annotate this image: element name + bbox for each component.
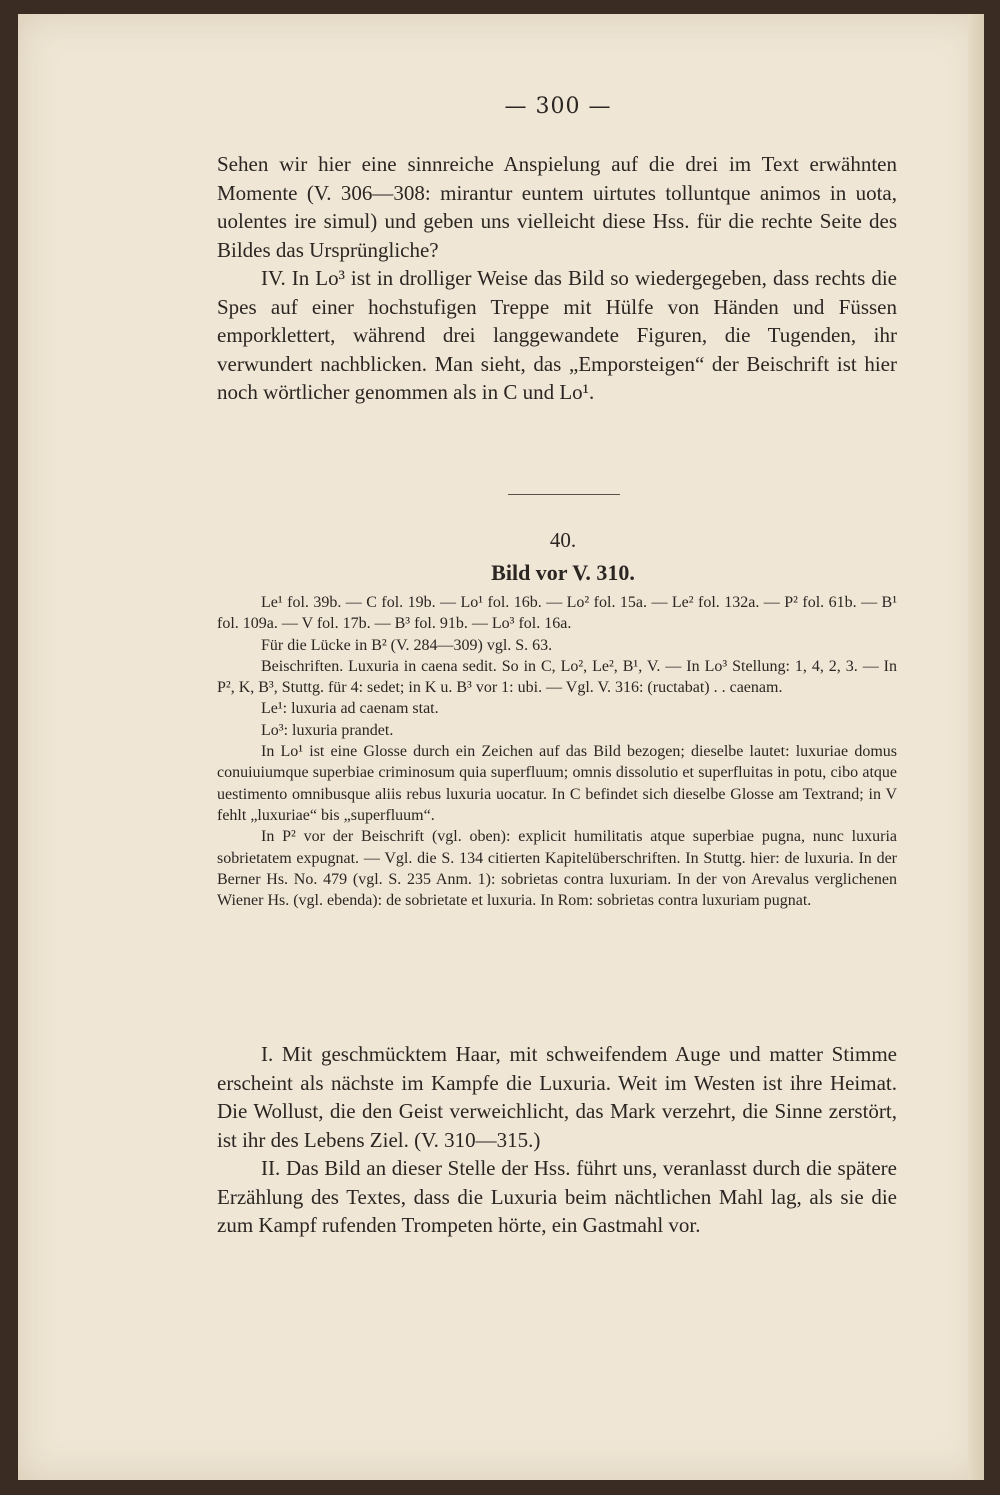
note-beischriften: Beischriften. Luxuria in caena sedit. So in C, Lo², Le², B¹, V. — In Lo³ Stellung: 1, 4, 2, 3. — In P², K, B³, Stuttg. für 4: sedet; in K u. B³ vor 1: ubi. — Vgl. V. 316: (ructabat) . . caenam.	[217, 657, 897, 697]
bottom-text-block	[217, 1040, 897, 1240]
paragraph-ii: II. Das Bild an dieser Stelle der Hss. führt uns, veranlasst durch die spätere Erzählung des Textes, dass die Luxuria beim nächtlichen Mahl lag, als sie die zum Kampf rufenden Trompeten hörte, ein Gastmahl vor.	[217, 1156, 897, 1237]
page-number: — 300 —	[504, 94, 612, 119]
section-number: 40.	[549, 528, 577, 552]
manuscript-list: Le¹ fol. 39b. — C fol. 19b. — Lo¹ fol. 16b. — Lo² fol. 15a. — Le² fol. 132a. — P² fol. 61b. — B¹ fol. 109a. — V fol. 17b. — B³ fol. 91b. — Lo³ fol. 16a.	[217, 594, 897, 633]
page-edge	[968, 14, 984, 1480]
note-glosse: In Lo¹ ist eine Glosse durch ein Zeichen auf das Bild bezogen; dieselbe lautet: luxuriae domus conuiuiumque superbiae criminosum quia superfluum; omnis dissolutio et superfluitas in potu, cibo atque uestimento omnibusque aliis rebus luxuria uocatur. In C befindet sich dieselbe Glosse am Textrand; in V fehlt „luxuriae“ bis „superfluum“.	[217, 743, 897, 824]
paragraph-i: I. Mit geschmücktem Haar, mit schweifendem Auge und matter Stimme erscheint als nächste im Kampfe die Luxuria. Weit im Westen ist ihre Heimat. Die Wollust, die den Geist verweichlicht, das Mark verzehrt, die Sinne zerstört, ist ihr des Lebens Ziel. (V. 310—315.)	[217, 1042, 897, 1152]
note-le1: Le¹: luxuria ad caenam stat.	[261, 700, 439, 718]
notes-block	[217, 592, 897, 911]
paragraph-continuation: Sehen wir hier eine sinnreiche Anspielung auf die drei im Text erwähnten Momente (V. 306—308: mirantur euntem uirtutes tolluntque animos in uota, uolentes ire simul) und geben uns vielleicht diese Hss. für die rechte Seite des Bildes das Ursprüngliche?	[217, 152, 897, 262]
top-text-block	[217, 150, 897, 407]
section-divider	[508, 494, 620, 495]
paragraph-iv: IV. In Lo³ ist in drolliger Weise das Bild so wiedergegeben, dass rechts die Spes auf einer hochstufigen Treppe mit Hülfe von Händen und Füssen emporklettert, während drei langgewandete Figuren, die Tugenden, ihr verwundert nachblicken. Man sieht, das „Emporsteigen“ der Beischrift ist hier noch wörtlicher genommen als in C und Lo¹.	[217, 266, 897, 404]
section-title: Bild vor V. 310.	[491, 560, 635, 585]
note-lo3: Lo³: luxuria prandet.	[261, 721, 394, 739]
note-p2: In P² vor der Beischrift (vgl. oben): explicit humilitatis atque superbiae pugna, nunc luxuria sobrietatem expugnat. — Vgl. die S. 134 citierten Kapitelüberschriften. In Stuttg. hier: de luxuria. In der Berner Hs. No. 479 (vgl. S. 235 Anm. 1): sobrietas contra luxuriam. In der von Arevalus verglichenen Wiener Hs. (vgl. ebenda): de sobrietate et luxuria. In Rom: sobrietas contra luxuriam pugnat.	[217, 828, 897, 910]
note-gap: Für die Lücke in B² (V. 284—309) vgl. S. 63.	[261, 636, 553, 654]
